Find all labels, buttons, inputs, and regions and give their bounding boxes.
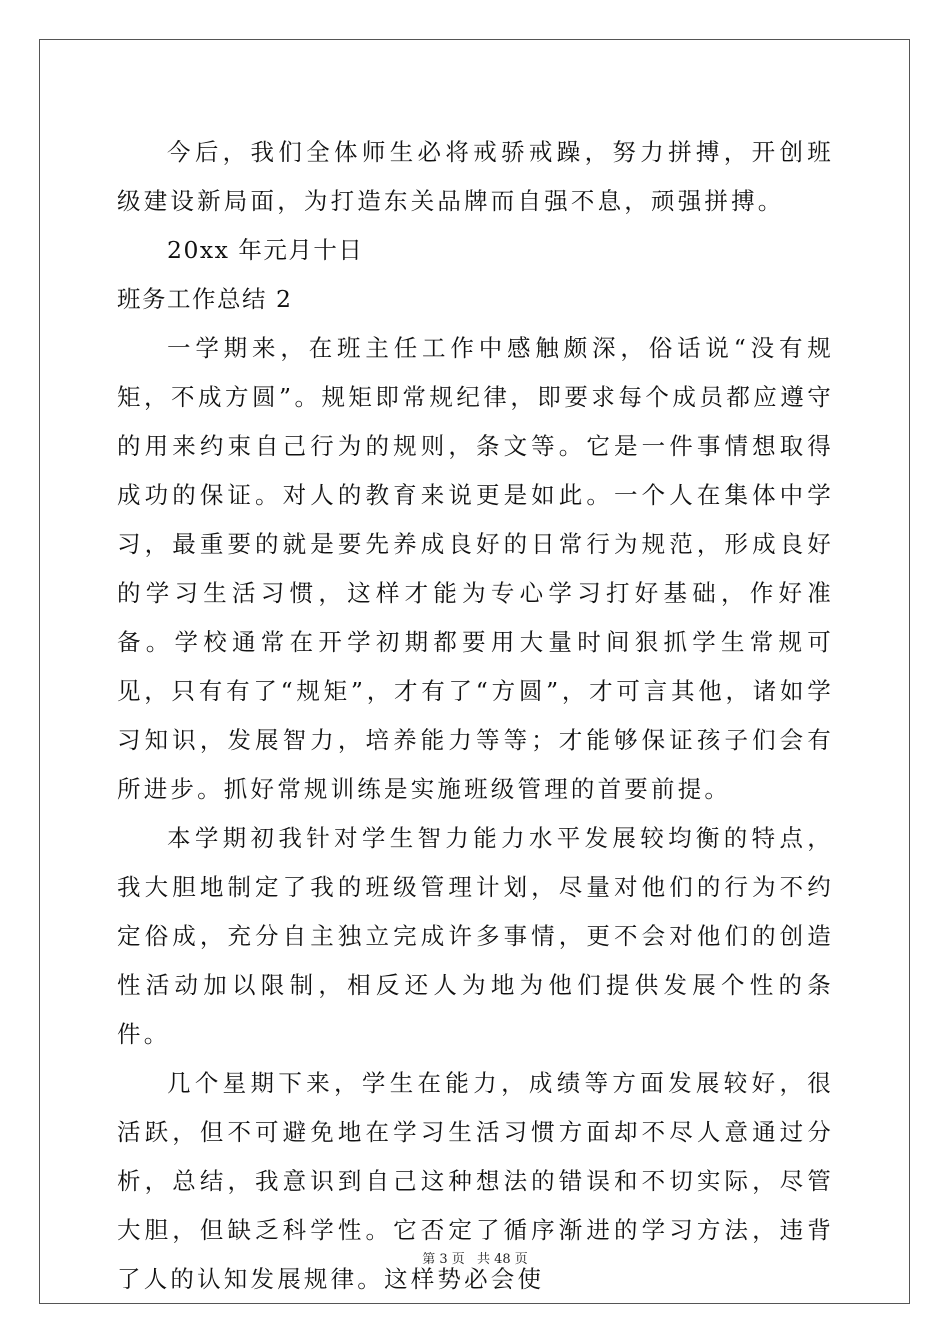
page-number-total: 共 48 页 [476,1252,528,1267]
paragraph-plan: 本学期初我针对学生智力能力水平发展较均衡的特点，我大胆地制定了我的班级管理计划，尽量对他们的行为不约定俗成，充分自主独立完成许多事情，更不会对他们的创造性活动加以限制，相反还人为地为他们提供发展个性的条件。 [117,824,834,1048]
paragraph-reflection: 几个星期下来，学生在能力，成绩等方面发展较好，很活跃，但不可避免地在学习生活习惯方面却不尽人意通过分析，总结，我意识到自己这种想法的错误和不切实际，尽管大胆，但缺乏科学性。它否定了循序渐进的学习方法，违背了人的认知发展规律。这样势必会使 [117,1069,834,1293]
page-footer [0,1248,950,1267]
date-line: 20xx 年元月十日 [167,236,364,264]
page-number-current: 第 3 页 [422,1252,465,1267]
section-heading: 班务工作总结 2 [117,285,293,313]
document-body [117,128,834,1304]
paragraph-conclusion: 今后，我们全体师生必将戒骄戒躁，努力拼搏，开创班级建设新局面，为打造东关品牌而自强不息，顽强拼搏。 [117,138,834,215]
paragraph-rules: 一学期来，在班主任工作中感触颇深，俗话说“没有规矩，不成方圆”。规矩即常规纪律，即要求每个成员都应遵守的用来约束自己行为的规则，条文等。它是一件事情想取得成功的保证。对人的教育来说更是如此。一个人在集体中学习，最重要的就是要先养成良好的日常行为规范，形成良好的学习生活习惯，这样才能为专心学习打好基础，作好准备。学校通常在开学初期都要用大量时间狠抓学生常规可见，只有有了“规矩”，才有了“方圆”，才可言其他，诸如学习知识，发展智力，培养能力等等；才能够保证孩子们会有所进步。抓好常规训练是实施班级管理的首要前提。 [117,334,834,803]
